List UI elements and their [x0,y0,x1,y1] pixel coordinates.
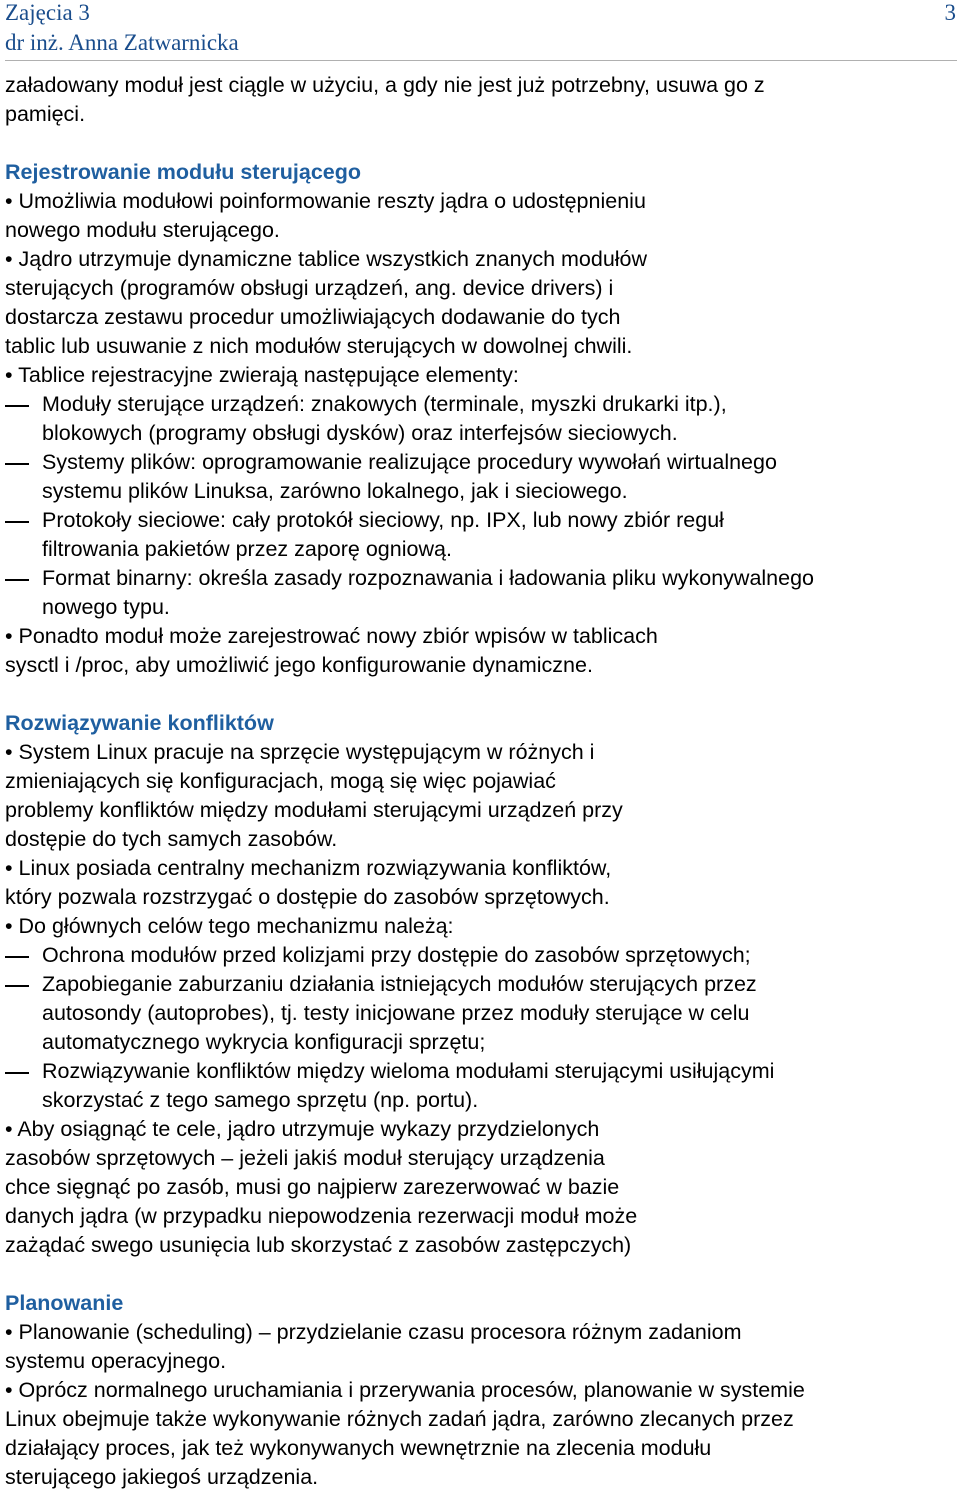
text-line: • Ponadto moduł może zarejestrować nowy zbiór wpisów w tablicach [5,624,658,648]
dash-list-continuation: nowego typu. [42,595,170,619]
page-number: 3 [944,0,956,25]
text-line: systemu operacyjnego. [5,1349,227,1373]
text-line: nowego modułu sterującego. [5,218,280,242]
text-line: zmieniających się konfiguracjach, mogą się więc pojawiać [5,769,556,793]
dash-list-item: Ochrona modułów przed kolizjami przy dostępie do zasobów sprzętowych; [5,941,957,970]
text-line: • System Linux pracuje na sprzęcie występującym w różnych i [5,740,595,764]
header-divider [5,60,957,61]
dash-list-continuation: automatycznego wykrycia konfiguracji sprzętu; [42,1030,486,1054]
text-line: tablic lub usuwanie z nich modułów sterujących w dowolnej chwili. [5,334,633,358]
text-line: zasobów sprzętowych – jeżeli jakiś moduł sterujący urządzenia [5,1146,605,1170]
text-line: • Tablice rejestracyjne zwierają następujące elementy: [5,363,519,387]
header-title: Zajęcia 3 [5,0,90,25]
text-line: • Umożliwia modułowi poinformowanie reszty jądra o udostępnieniu [5,189,646,213]
paragraph-gap [5,129,957,158]
section-heading: Planowanie [5,1291,124,1315]
header-author: dr inż. Anna Zatwarnicka [5,30,239,55]
dash-list-continuation: systemu plików Linuksa, zarówno lokalnego, jak i sieciowego. [42,479,628,503]
dash-list-continuation: autosondy (autoprobes), tj. testy inicjowane przez moduły sterujące w celu [42,1001,750,1025]
text-line: • Oprócz normalnego uruchamiania i przerywania procesów, planowanie w systemie [5,1378,805,1402]
text-line: • Do głównych celów tego mechanizmu należą: [5,914,454,938]
dash-list-continuation: filtrowania pakietów przez zaporę ogniową. [42,537,452,561]
dash-list-item: Protokoły sieciowe: cały protokół sieciowy, np. IPX, lub nowy zbiór reguł [5,506,957,535]
dash-list-item: Format binarny: określa zasady rozpoznawania i ładowania pliku wykonywalnego [5,564,957,593]
text-line: sterującego jakiegoś urządzenia. [5,1465,319,1489]
dash-list-item: Rozwiązywanie konfliktów między wieloma modułami sterującymi usiłującymi [5,1057,957,1086]
text-line: • Aby osiągnąć te cele, jądro utrzymuje wykazy przydzielonych [5,1117,600,1141]
dash-list-item: Zapobieganie zaburzaniu działania istniejących modułów sterujących przez [5,970,957,999]
dash-list-continuation: skorzystać z tego samego sprzętu (np. portu). [42,1088,479,1112]
text-line: działający proces, jak też wykonywanych wewnętrznie na zlecenia modułu [5,1436,712,1460]
text-line: sterujących (programów obsługi urządzeń, ang. device drivers) i [5,276,614,300]
text-line: • Planowanie (scheduling) – przydzielanie czasu procesora różnym zadaniom [5,1320,742,1344]
section-heading: Rejestrowanie modułu sterującego [5,160,362,184]
text-line: • Jądro utrzymuje dynamiczne tablice wszystkich znanych modułów [5,247,648,271]
dash-list-continuation: blokowych (programy obsługi dysków) oraz interfejsów sieciowych. [42,421,678,445]
text-line: załadowany moduł jest ciągle w użyciu, a gdy nie jest już potrzebny, usuwa go z [5,73,765,97]
text-line: dostępie do tych samych zasobów. [5,827,338,851]
text-line: chce sięgnąć po zasób, musi go najpierw zarezerwować w bazie [5,1175,620,1199]
text-line: Linux obejmuje także wykonywanie różnych zadań jądra, zarówno zlecanych przez [5,1407,794,1431]
document-body [5,71,957,1492]
text-line: pamięci. [5,102,86,126]
dash-list-item: Moduły sterujące urządzeń: znakowych (terminale, myszki drukarki itp.), [5,390,957,419]
paragraph-gap [5,680,957,709]
dash-list-item: Systemy plików: oprogramowanie realizujące procedury wywołań wirtualnego [5,448,957,477]
text-line: • Linux posiada centralny mechanizm rozwiązywania konfliktów, [5,856,612,880]
text-line: który pozwala rozstrzygać o dostępie do zasobów sprzętowych. [5,885,610,909]
text-line: problemy konfliktów między modułami sterującymi urządzeń przy [5,798,623,822]
text-line: danych jądra (w przypadku niepowodzenia rezerwacji moduł może [5,1204,638,1228]
text-line: zażądać swego usunięcia lub skorzystać z zasobów zastępczych) [5,1233,632,1257]
section-heading: Rozwiązywanie konfliktów [5,711,274,735]
text-line: sysctl i /proc, aby umożliwić jego konfigurowanie dynamiczne. [5,653,593,677]
text-line: dostarcza zestawu procedur umożliwiających dodawanie do tych [5,305,621,329]
paragraph-gap [5,1260,957,1289]
